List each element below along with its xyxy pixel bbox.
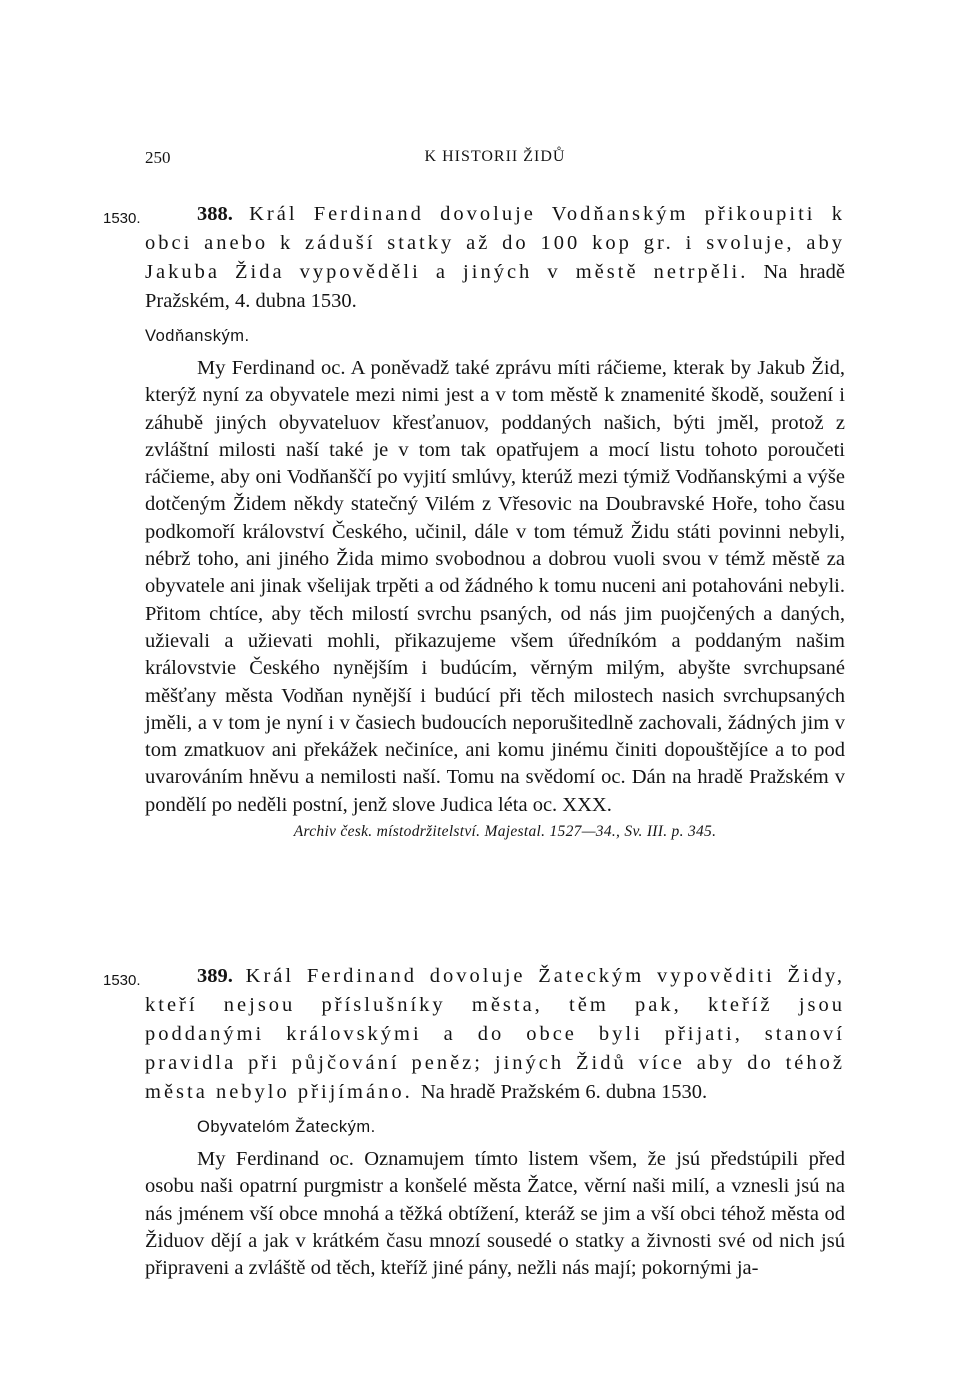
entry-summary xyxy=(145,962,845,1107)
document-entry xyxy=(103,200,845,841)
document-entry xyxy=(103,962,845,1282)
running-head: K HISTORII ŽIDŮ xyxy=(424,148,566,165)
entry-source: Archiv česk. místodržitelství. Majestal. 1527—34., Sv. III. p. 345. xyxy=(293,823,717,841)
page-number: 250 xyxy=(145,148,171,167)
entry-summary-text: Král Ferdinand dovoluje Žateckým vypověditi Židy, kteří nejsou příslušníky města, těm pak, kteříž jsou poddanými královskými a do obce byli přijati, stanoví pravidla při půjčování peněz; jiných Židů více aby do téhož města nebylo přijímáno. xyxy=(145,965,845,1103)
entry-place-date: Na hradě Pražském, 4. dubna 1530. xyxy=(145,261,845,312)
entry-year: 1530. xyxy=(103,972,141,989)
entry-addressee: Obyvatelóm Žateckým. xyxy=(197,1118,376,1136)
entry-number: 388. xyxy=(197,203,233,225)
entry-number: 389. xyxy=(197,965,233,987)
entry-summary-text: Král Ferdinand dovoluje Vodňanským přikoupiti k obci anebo k záduší statky až do 100 kop gr. i svoluje, aby Jakuba Žida vypověděli a jiných v městě netrpěli. xyxy=(145,203,845,283)
entry-body xyxy=(145,355,845,819)
entry-body-text: My Ferdinand oc. Oznamujem tímto listem všem, že jsú předstúpili před osobu naši opatrní purgmistr a konšelé města Žatce, věrní naši milí, a vznesli jsú na nás jménem vší obce mnohá a těžká obtížení, kteráž se jim a vší obci téhož města od Židuov dějí a jak v krátkém času mnozí sousedé o statky a živnosti své od nich jsú připraveni a zvláště od těch, kteříž jiné pány, nežli nás mají; pokornými ja- xyxy=(145,1148,845,1280)
page-header xyxy=(145,148,845,172)
entry-addressee: Vodňanským. xyxy=(145,327,250,345)
entry-place-date: Na hradě Pražském 6. dubna 1530. xyxy=(420,1081,708,1103)
entry-year: 1530. xyxy=(103,210,141,227)
entry-body xyxy=(145,1146,845,1282)
entry-summary xyxy=(145,200,845,316)
entry-body-text: My Ferdinand oc. A poněvadž také zprávu míti ráčieme, kterak by Jakub Žid, kterýž nyní za obyvatele mezi nimi jest a v tom městě k znamenité škodě, soužení i záhubě jiných obyvateluov křesťanuov, poddaných našich, býti jměl, protož z zvláštní milosti naší také je v tom tak opatřujem a mocí listu tohoto poroučeti ráčieme, aby oni Vodňanščí po vyjití smlúvy, kterúž mezi týmiž Vodňanskými a výše dotčeným Židem někdy statečný Vilém z Vřesovic na Doubravské Hoře, toho času podkomoří království Českého, učinil, dále v tom témuž Židu státi povinni nebyli, nébrž toho, ani jiného Žida mimo svobodnou a dobrou vuoli svou v témž městě za obyvatele ani jinak všelijak trpěti a od žádného k tomu nuceni ani potahováni nebyli. Přitom chtíce, aby těch milostí svrchu psaných, od nás jim puojčených a daných, užievali a užievati mohli, přikazujeme všem úředníkóm a poddaným našim královstvie Českého nynějším i budúcím, věrným milým, abyšte svrchupsané měšťany města Vodňan nynější i budúcí při těch milostech nasich svrchupsaných jměli, a v tom je nyní i v časiech budoucích neporušitedlně zachovali, žádných jim v tom zmatkuov ani překážek nečiníce, ani komu jinému činiti dopouštějíce a to pod uvarováním hněvu a nemilosti naší. Tomu na svědomí oc. Dán na hradě Pražském v pondělí po neděli postní, jenž slove Judica léta oc. XXX. xyxy=(145,357,845,816)
